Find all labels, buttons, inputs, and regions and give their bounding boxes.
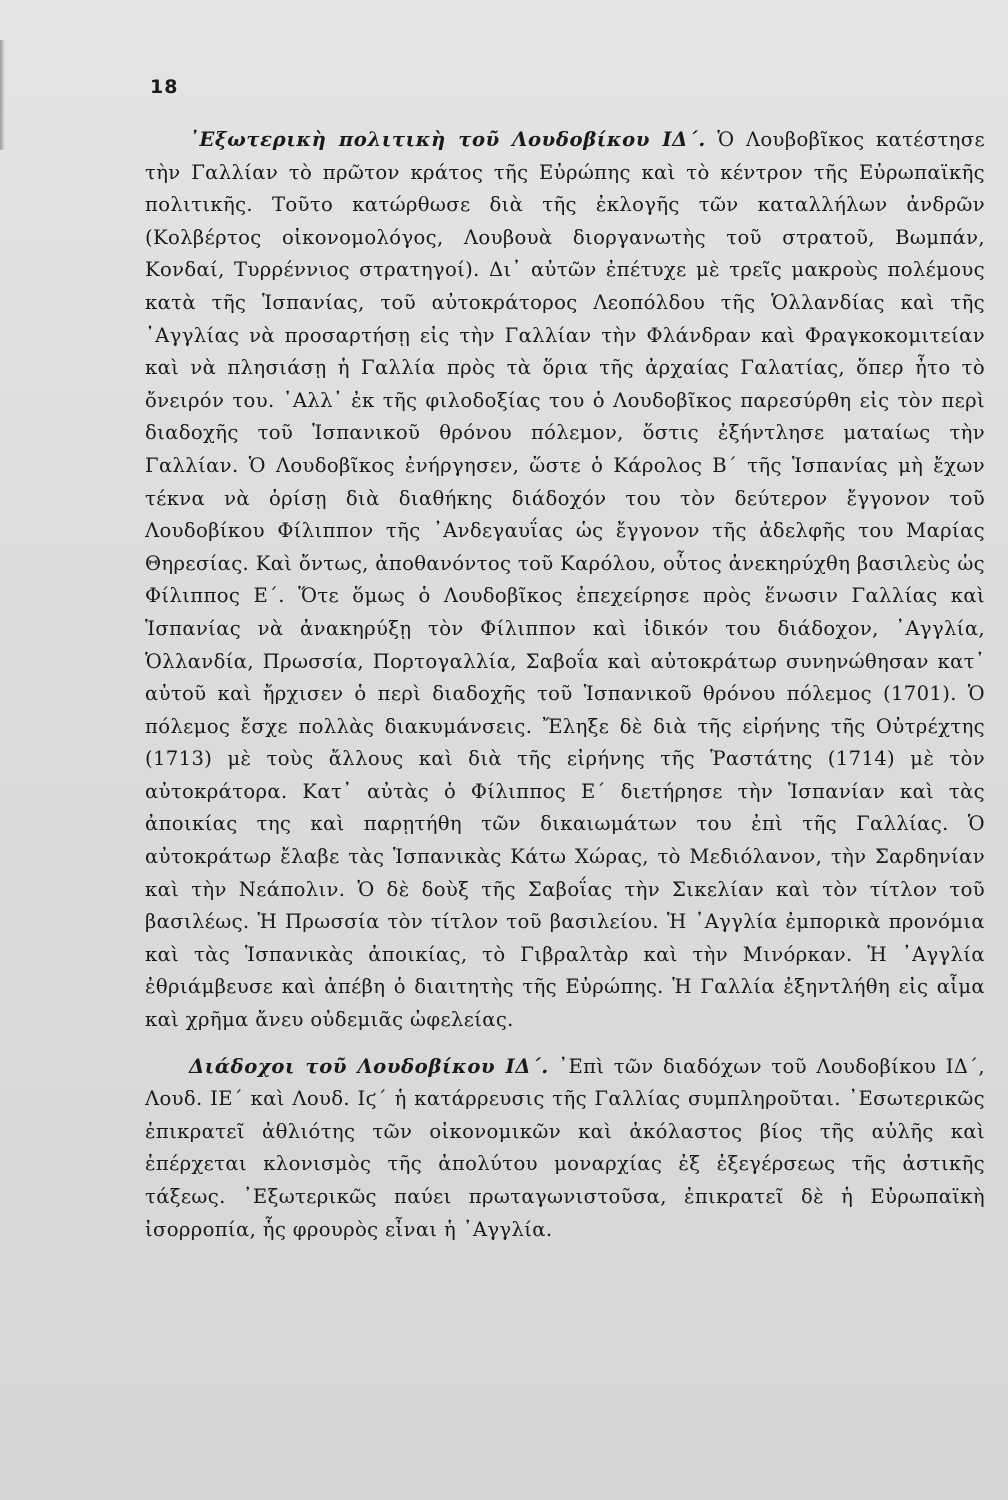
paragraph-successors xyxy=(145,1051,985,1247)
section-heading-foreign-policy: ᾿Εξωτερικὴ πολιτικὴ τοῦ Λουδοβίκου ΙΔ΄. xyxy=(189,128,706,151)
page-number: 18 xyxy=(150,76,179,98)
main-text xyxy=(145,124,985,1246)
paragraph-foreign-policy xyxy=(145,124,985,1037)
page-edge-shadow xyxy=(0,40,5,150)
section-heading-successors: Διάδοχοι τοῦ Λουδοβίκου ΙΔ΄. xyxy=(189,1054,549,1078)
paragraph-body-foreign-policy: Ὁ Λουβοβῖκος κατέστησε τὴν Γαλλίαν τὸ πρῶτον κράτος τῆς Εὐρώπης καὶ τὸ κέντρον τῆς Εὐρωπαϊκῆς πολιτικῆς. Τοῦτο κατώρθωσε διὰ τῆς ἐκλογῆς τῶν καταλλήλων ἀνδρῶν (Κολβέρτος οἰκονομολόγος, Λουβουὰ διοργανωτὴς τοῦ στρατοῦ, Βωμπάν, Κονδαί, Τυρρέννιος στρατηγοί). Δι᾿ αὐτῶν ἐπέτυχε μὲ τρεῖς μακροὺς πολέμους κατὰ τῆς Ἱσπανίας, τοῦ αὐτοκράτορος Λεοπόλδου τῆς Ὁλλανδίας καὶ τῆς ᾿Αγγλίας νὰ προσαρτήσῃ εἰς τὴν Γαλλίαν τὴν Φλάνδραν καὶ Φραγκοκομιτείαν καὶ νὰ πλησιάσῃ ἡ Γαλλία πρὸς τὰ ὅρια τῆς ἀρχαίας Γαλατίας, ὅπερ ἦτο τὸ ὄνειρόν του. ᾿Αλλ᾿ ἐκ τῆς φιλοδοξίας του ὁ Λουδοβῖκος παρεσύρθη εἰς τὸν περὶ διαδοχῆς τοῦ Ἱσπανικοῦ θρόνου πόλεμον, ὅστις ἐξήντλησε ματαίως τὴν Γαλλίαν. Ὁ Λουδοβῖκος ἐνήργησεν, ὥστε ὁ Κάρολος Β΄ τῆς Ἱσπανίας μὴ ἔχων τέκνα νὰ ὁρίσῃ διὰ διαθήκης διάδοχόν του τὸν δεύτερον ἔγγονον τοῦ Λουδοβίκου Φίλιππον τῆς ᾿Ανδεγαυΐας ὡς ἔγγονον τῆς ἀδελφῆς του Μαρίας Θηρεσίας. Καὶ ὄντως, ἀποθανόντος τοῦ Καρόλου, οὗτος ἀνεκηρύχθη βασιλεὺς ὡς Φίλιππος Ε΄. Ὅτε ὅμως ὁ Λουδοβῖκος ἐπεχείρησε πρὸς ἕνωσιν Γαλλίας καὶ Ἱσπανίας νὰ ἀνακηρύξῃ τὸν Φίλιππον καὶ ἰδικόν του διάδοχον, ᾿Αγγλία, Ὁλλανδία, Πρωσσία, Πορτογαλλία, Σαβοΐα καὶ αὐτοκράτωρ συνηνώθησαν κατ᾿ αὐτοῦ καὶ ἤρχισεν ὁ περὶ διαδοχῆς τοῦ Ἱσπανικοῦ θρόνου πόλεμος (1701). Ὁ πόλεμος ἔσχε πολλὰς διακυμάνσεις. Ἔληξε δὲ διὰ τῆς εἰρήνης τῆς Οὐτρέχτης (1713) μὲ τοὺς ἄλλους καὶ διὰ τῆς εἰρήνης τῆς Ῥαστάτης (1714) μὲ τὸν αὐτοκράτορα. Κατ᾿ αὐτὰς ὁ Φίλιππος Ε΄ διετήρησε τὴν Ἱσπανίαν καὶ τὰς ἀποικίας της καὶ παρῃτήθη τῶν δικαιωμάτων του ἐπὶ τῆς Γαλλίας. Ὁ αὐτοκράτωρ ἔλαβε τὰς Ἱσπανικὰς Κάτω Χώρας, τὸ Μεδιόλανον, τὴν Σαρδηνίαν καὶ τὴν Νεάπολιν. Ὁ δὲ δοὺξ τῆς Σαβοΐας τὴν Σικελίαν καὶ τὸν τίτλον τοῦ βασιλέως. Ἡ Πρωσσία τὸν τίτλον τοῦ βασιλείου. Ἡ ᾿Αγγλία ἐμπορικὰ προνόμια καὶ τὰς Ἱσπανικὰς ἀποικίας, τὸ Γιβραλτὰρ καὶ τὴν Μινόρκαν. Ἡ ᾿Αγγλία ἐθριάμβευσε καὶ ἀπέβη ὁ διαιτητὴς τῆς Εὐρώπης. Ἡ Γαλλία ἐξηντλήθη εἰς αἷμα καὶ χρῆμα ἄνευ οὐδεμιᾶς ὠφελείας. xyxy=(145,128,985,1032)
paragraph-body-successors: ᾿Επὶ τῶν διαδόχων τοῦ Λουδοβίκου ΙΔ΄, Λουδ. ΙΕ΄ καὶ Λουδ. Ιϛ΄ ἡ κατάρρευσις τῆς Γαλλίας συμπληροῦται. ᾿Εσωτερικῶς ἐπικρατεῖ ἀθλιότης τῶν οἰκονομικῶν καὶ ἀκόλαστος βίος τῆς αὐλῆς καὶ ἐπέρχεται κλονισμὸς τῆς ἀπολύτου μοναρχίας ἐξ ἐξεγέρσεως τῆς ἀστικῆς τάξεως. ᾿Εξωτερικῶς παύει πρωταγωνιστοῦσα, ἐπικρατεῖ δὲ ἡ Εὐρωπαϊκὴ ἰσορροπία, ἧς φρουρὸς εἶναι ἡ ᾿Αγγλία. xyxy=(145,1054,986,1241)
